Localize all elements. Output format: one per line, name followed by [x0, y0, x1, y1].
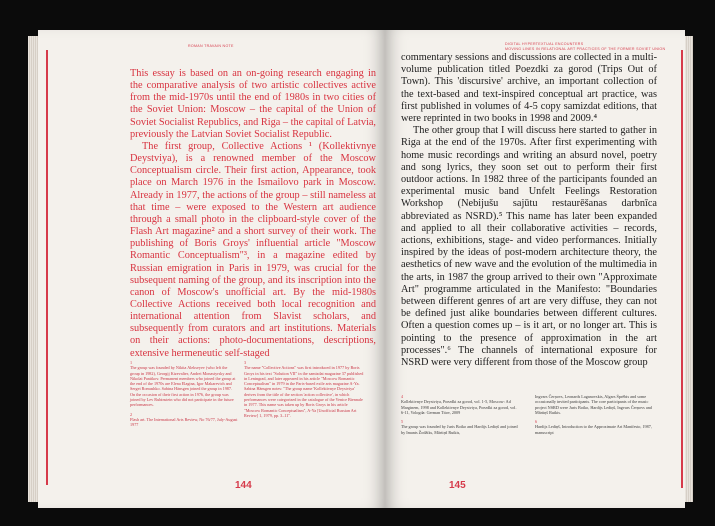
left-footnotes-col2	[244, 360, 364, 422]
left-running-header: ROMAN TRAVAIN NOTE	[188, 44, 234, 48]
paragraph: This essay is based on an on-going research engaging in the comparative analysis of two artistic collectives active from the mid-1970s until the end of 1980s in two cities of the Soviet Union: Moscow – the capital of the Union of Soviet Socialist Republics, and Riga – the capital of Latvia, previously the Latvian Soviet Socialist Republic.	[130, 68, 376, 140]
right-footnotes-col2	[535, 394, 655, 439]
left-page-edges	[28, 36, 38, 502]
left-body-text	[130, 68, 376, 360]
page-number-right: 145	[449, 480, 466, 491]
right-red-rule	[681, 50, 683, 488]
right-page	[385, 30, 685, 508]
paragraph: The first group, Collective Actions ¹ (Kollektivnye Deystviya), is a renowned member of the Moscow Conceptualism circle. Their first action, Appearance, took place on March 1976 in the Ismailovo park in Moscow. Already in 1977, the actions of the group – still nameless at that time – were exposed to the Western art audience through a small photo in the clipboard-style cover of the Flash Art magazine² and a short survey of their work. The publishing of Boris Groys' influential article "Moscow Romantic Conceptualism"³, in a magazine edited by Russian emigration in Paris in 1979, was crucial for the subsequent naming of the group, and its inscription into the canon of Moscow's unofficial art. By the mid-1980s Collective Actions received both local recognition and international attention from Slavist scholars, and subsequently from curators and art institutions. Materials on their actions: photo-documentations, descriptions, extensive hermeneutic self-staged	[130, 140, 376, 359]
left-red-rule	[46, 50, 48, 485]
left-footnotes-col1	[130, 360, 238, 432]
book-spread	[28, 30, 692, 508]
right-body-text	[401, 52, 657, 369]
left-page	[38, 30, 385, 508]
footnote: 3 The name "Collective Actions" was first introduced in 1977 by Boris Groys in his text "Solution VII" in the samizdat magazine 37 published in Leningrad, and later appeared in his article "Moscow Romantic Conceptualism" in 1979 in the Paris-based exile arts magazine A-Ya. Sabina Hänsgen notes: "The group name 'Kollektivnye Deystviya' derives from the title of the section 'action collective', in which performances were categorized in the catalogue of the Venice Biennale in 1977. This name was taken up by Boris Groys in his article "Moscow Romantic Conceptualism", A-Ya [Unofficial Russian Art Review] 1, 1979, pp. 3–11".	[244, 360, 364, 418]
right-page-edges	[685, 36, 693, 502]
right-footnotes-col1	[401, 394, 521, 439]
footnote: 6 Hardijs Lediņš, Introduction to the Approximate Art Manifesto, 1987, manuscript	[535, 419, 652, 435]
footnote: Ingvars Čerņovs, Leonards Laganovskis, Algars Šprēbis and some occasionally invited participants. The core participants of the music project NSRD were Juris Boiko, Hardijs Lediņš, Ingvars Čerņovs and Mārtiņš Rutkis.	[535, 394, 652, 415]
footnote: 1 The group was founded by Nikita Alekseyev (who left the group in 1982), Georgij Kizevalter, Andrei Monastyrsky and Nikolai Panitkov. Permanent members who joined the group at the end of the 1970s are Elena Elagina, Igor Makarevich and Sergei Romashko. Sabina Hänsgen joined the group in 1987. On the occasion of their first action in 1976, the group was joined by Lev Rubinstein who did not participate in the future performances.	[130, 360, 236, 408]
right-running-header: DIGITAL HYPERTEXTUAL ENCOUNTERS MOVING LINES IN RELATIONAL ART PRACTICES OF THE FORMER SOVIET UNION	[505, 42, 666, 51]
page-number-left: 144	[235, 480, 252, 491]
paragraph: commentary sessions and discussions are collected in a multi-volume publication titled Poezdki za gorod (Trips Out of Town). This 'discursive' archive, an important collection of the text-based and text-inspired conceptual art practice, was first published in volumes of 4-5 copy samizdat editions, that were reprinted in two books in 1998 and 2009.⁴	[401, 52, 657, 125]
paragraph: The other group that I will discuss here started to gather in Riga at the end of the 1970s. After first experimenting with home music recordings and writing an absurd novel, poetry and song lyrics, they soon set out to perform their first outdoor actions. In 1982 three of the participants founded an experimental music band Unfelt Feelings Restoration Workshop (Nebijušu sajūtu restaurēšanas darbnīca abbreviated as NSRD).⁵ This name has later been expanded and applied to all their collaborative activities – records, actions, exhibitions, stage- and video performances. Initially inspired by the ideas of post-modern architecture theory, the aesthetics of new wave and the evolution of the multimedia in the arts, in 1987 the group arrived to their own "Approximate Art" programme articulated in the Manifesto: "Boundaries between different genres of art are very diffuse, they can not be defined just alike boundaries between different cultures. Often a question comes up – is it art, or no longer art. This is pointing to the presence of approximation in the art processes".⁶ The channels of international exposure for NSRD were very different from those of the Moscow group	[401, 125, 657, 369]
footnote: 4 Kollektivnye Deystviya, Poezdki za gorod, vol. 1-5, Moscow: Ad Marginem, 1998 and Kollektivnye Deystviya, Poezdki za gorod, vol. 6-11, Vologda: German Titov, 2009	[401, 394, 517, 415]
footnote: 2 Flash art. The International Arts Review, No 76/77, July-August 1977	[130, 411, 238, 428]
footnote: 5 The group was founded by Juris Boiko and Hardijs Lediņš and joined by Imants Žodžiks, Mārtiņš Rutkis,	[401, 419, 518, 435]
